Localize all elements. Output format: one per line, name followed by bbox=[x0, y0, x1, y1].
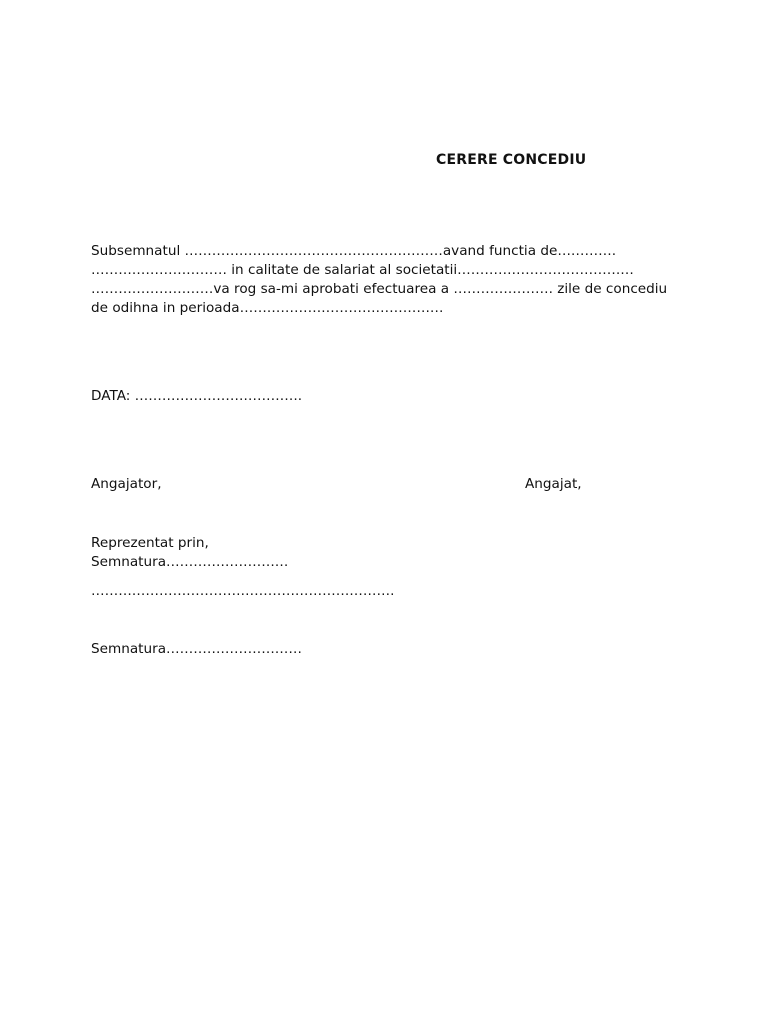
employee-label: Angajat, bbox=[525, 476, 582, 492]
body-line-1: Subsemnatul …………………………………………………avand functia de…………. bbox=[91, 243, 617, 259]
body-line-4: de odihna in perioada……………………………………… bbox=[91, 300, 444, 316]
body-line-2: ………………………… in calitate de salariat al societatii………………………………… bbox=[91, 262, 634, 278]
employee-signature-line: Semnatura………………………… bbox=[91, 641, 302, 657]
document-title: CERERE CONCEDIU bbox=[436, 152, 587, 168]
employer-label: Angajator, bbox=[91, 476, 162, 492]
represented-by-label: Reprezentat prin, bbox=[91, 535, 209, 551]
representative-name-line: …………………………………………………………. bbox=[91, 583, 395, 599]
employer-signature-line: Semnatura……………………… bbox=[91, 554, 289, 570]
body-line-3: ………………………va rog sa-mi aprobati efectuarea a …………………. zile de concediu bbox=[91, 281, 668, 297]
date-line: DATA: ………………………………. bbox=[91, 388, 303, 404]
